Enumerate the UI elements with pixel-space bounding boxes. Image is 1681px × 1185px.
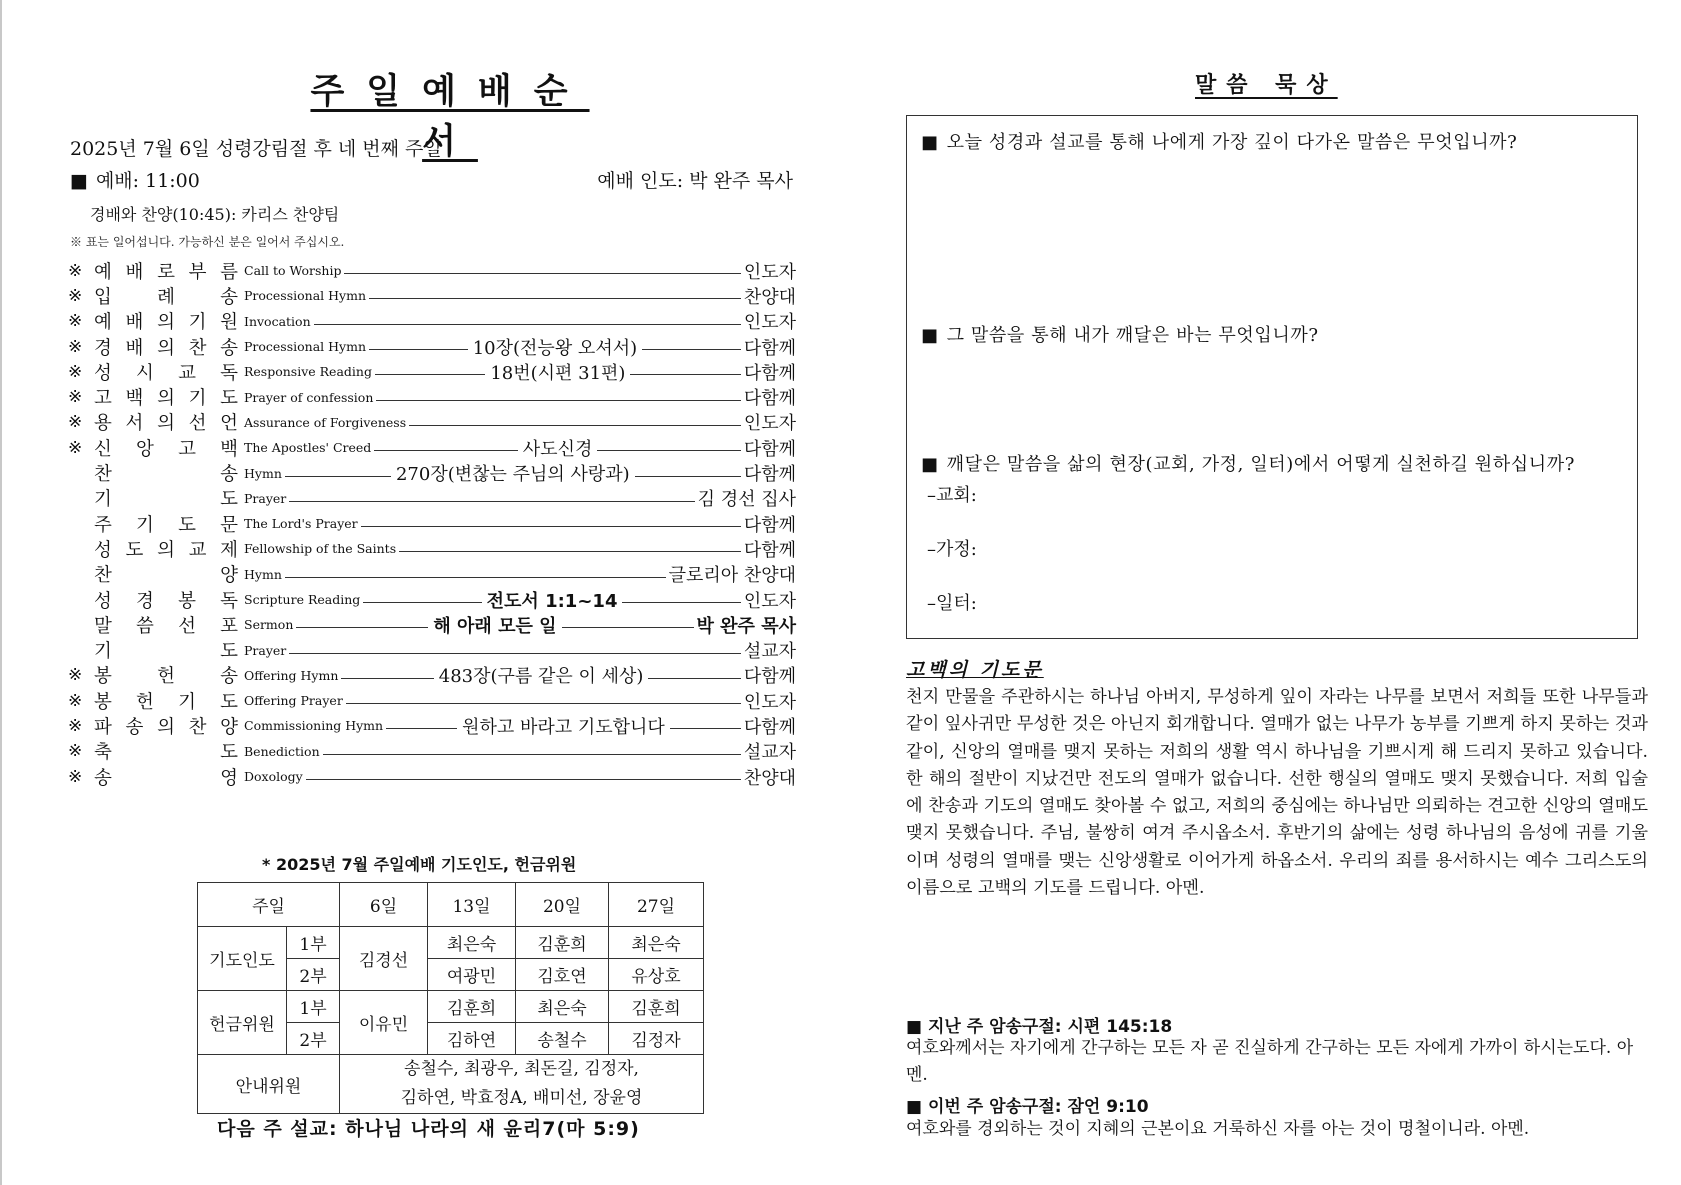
order-item-english: Doxology: [244, 769, 303, 785]
order-item-name-char: 선: [178, 615, 196, 637]
order-item-name-char: 교: [188, 539, 207, 561]
order-item-english: The Apostles' Creed: [244, 440, 372, 456]
order-item: [68, 384, 796, 409]
order-item-name-char: 성: [94, 539, 112, 561]
order-item-name-char: 축: [94, 742, 112, 764]
order-item: [68, 637, 796, 662]
table-cell: 최은숙: [609, 927, 704, 959]
order-of-worship: [68, 258, 796, 789]
leader-line: [670, 728, 741, 729]
order-item-name-char: 주: [94, 514, 112, 536]
leader-line: [597, 450, 740, 451]
order-item-content: 18번(시편 31편): [490, 362, 626, 384]
order-item-name-char: 례: [157, 286, 175, 308]
order-item-name-char: 예: [94, 261, 112, 283]
table-header-day: 주일: [198, 883, 340, 927]
order-item-name-char: 앙: [136, 438, 154, 460]
order-item: [68, 511, 796, 536]
order-item-responsible: 설교자: [743, 742, 796, 764]
table-cell: 최은숙: [428, 927, 516, 959]
order-item-name-char: 찬: [94, 464, 112, 486]
order-item-name-char: 경: [136, 590, 154, 612]
order-item-english: Invocation: [244, 313, 311, 329]
leader-line: [409, 425, 741, 426]
order-item-name-char: 기: [94, 489, 112, 511]
stand-mark: ※: [68, 285, 83, 306]
praise-line: 경배와 찬양(10:45): 카리스 찬양팀: [90, 205, 340, 224]
leader-line: [630, 374, 740, 375]
order-item-responsible: 김 경선 집사: [697, 489, 796, 511]
order-item: [68, 688, 796, 713]
order-item-responsible: 인도자: [743, 590, 797, 612]
prayer-label: 기도인도: [198, 927, 287, 991]
order-item-name: [94, 637, 238, 663]
table-cell: 김정자: [609, 1023, 704, 1055]
order-item-name-char: 용: [94, 413, 112, 435]
order-item-content: 원하고 바라고 기도합니다: [462, 717, 665, 738]
order-item-responsible: 글로리아 찬양대: [668, 565, 796, 587]
order-item-name-char: 선: [188, 413, 207, 435]
order-item: [68, 486, 796, 511]
order-item-name: [94, 435, 238, 461]
square-bullet-icon: ■: [921, 132, 939, 153]
table-header-date: 13일: [428, 883, 516, 927]
order-item-responsible: 다함께: [743, 539, 796, 561]
order-item: [68, 562, 796, 587]
table-cell: 김하연: [428, 1023, 516, 1055]
stand-mark: ※: [68, 387, 83, 408]
order-item-name-char: 의: [157, 539, 175, 561]
table-cell: 송철수: [516, 1023, 609, 1055]
next-sermon: 다음 주 설교: 하나님 나라의 새 윤리7(마 5:9): [217, 1118, 640, 1140]
order-item-name-char: 송: [125, 717, 144, 738]
stand-mark: ※: [68, 690, 83, 711]
order-item-responsible: 다함께: [743, 337, 797, 359]
leader-line: [375, 374, 485, 375]
usher-names: [340, 1055, 704, 1114]
order-item-name-char: 독: [220, 362, 238, 384]
table-cell: 김훈희: [516, 927, 609, 959]
order-item-responsible: 찬양대: [743, 286, 796, 308]
order-item: [68, 410, 796, 435]
order-item-name-char: 기: [188, 388, 207, 410]
leader-line: [341, 678, 433, 679]
order-item-name-char: 원: [220, 312, 238, 334]
order-item-content: 483장(구름 같은 이 세상): [438, 666, 644, 688]
order-item-name-char: 성: [94, 362, 112, 384]
order-item-english: Hymn: [244, 465, 282, 481]
order-item-name-char: 의: [157, 337, 175, 359]
order-item-name-char: 도: [220, 641, 238, 663]
leader-line: [622, 602, 740, 603]
meditation-box: [906, 115, 1638, 639]
order-item-name-char: 부: [188, 261, 207, 283]
square-bullet-icon: ■: [921, 325, 939, 346]
order-item-name-char: 봉: [94, 691, 112, 713]
order-item-responsible: 다함께: [743, 514, 796, 536]
order-item-english: Sermon: [244, 617, 294, 633]
order-item-english: Prayer: [244, 490, 287, 506]
order-item-responsible: 다함께: [743, 362, 796, 384]
standing-note: ※ 표는 일어섭니다. 가능하신 분은 일어서 주십시오.: [70, 235, 345, 249]
order-item: [68, 663, 796, 688]
order-item-name-char: 영: [220, 767, 238, 789]
leader-line: [296, 627, 428, 628]
last-week-verse-text: 여호와께서는 자기에게 간구하는 모든 자 곧 진실하게 간구하는 모든 자에게 가까이 하시는도다. 아멘.: [906, 1038, 1634, 1085]
stand-mark: ※: [68, 361, 83, 382]
order-item-name-char: 배: [125, 337, 144, 359]
order-item: [68, 460, 796, 485]
leader-line: [344, 273, 740, 274]
order-item-name-char: 기: [178, 691, 196, 713]
stand-mark: ※: [68, 260, 83, 281]
order-item-name: [94, 334, 238, 360]
order-item-responsible: 다함께: [743, 438, 797, 460]
page-edge: [0, 0, 2, 1185]
order-item-name-char: 예: [94, 312, 112, 334]
order-item-responsible: 인도자: [743, 691, 796, 713]
order-item-name-char: 찬: [188, 717, 207, 738]
order-item-name-char: 송: [220, 464, 238, 486]
stand-mark: ※: [68, 665, 83, 686]
order-item-name-char: 름: [220, 261, 238, 283]
question-2: [921, 321, 1319, 347]
table-cell: 김훈희: [428, 991, 516, 1023]
order-item-responsible: 인도자: [743, 261, 796, 283]
leader-line: [363, 602, 481, 603]
order-item-name: [94, 511, 238, 537]
order-item: [68, 334, 796, 359]
order-item-name-char: 찬: [94, 565, 112, 587]
order-item-name-char: 기: [94, 641, 112, 663]
order-item-english: Offering Prayer: [244, 693, 343, 709]
order-item-name: [94, 536, 238, 562]
order-item: [68, 258, 796, 283]
order-item-name-char: 씀: [136, 615, 154, 637]
leader-line: [562, 627, 694, 628]
order-item-name: [94, 738, 238, 764]
leader-line: [285, 577, 666, 578]
order-item-name-char: 봉: [178, 590, 196, 612]
leader-line: [386, 728, 457, 729]
order-item-name: [94, 764, 238, 790]
order-item-english: Processional Hymn: [244, 339, 367, 355]
table-cell: 이유민: [340, 991, 428, 1055]
leader-line: [285, 476, 391, 477]
order-item-content: 해 아래 모든 일: [433, 615, 557, 637]
order-item-name-char: 배: [125, 312, 144, 334]
table-cell: 여광민: [428, 959, 516, 991]
order-item: [68, 739, 796, 764]
leader-line: [635, 476, 741, 477]
order-item-responsible: 박 완주 목사: [696, 615, 796, 637]
order-item-name-char: 의: [157, 312, 175, 334]
order-item: [68, 309, 796, 334]
order-item-name-char: 말: [94, 615, 112, 637]
order-item-name-char: 성: [94, 590, 112, 612]
leader-line: [289, 501, 694, 502]
service-leader: 예배 인도: 박 완주 목사: [597, 170, 793, 192]
order-item-content: 사도신경: [522, 438, 593, 460]
leader-line: [642, 349, 741, 350]
order-item-name-char: 양: [220, 717, 238, 738]
this-week-verse-text: 여호와를 경외하는 것이 지혜의 근본이요 거룩하신 자를 아는 것이 명철이니라. 아멘.: [906, 1119, 1530, 1139]
order-item: [68, 359, 796, 384]
order-item-english: Fellowship of the Saints: [244, 541, 397, 557]
order-item-name: [94, 587, 238, 613]
order-item: [68, 587, 796, 612]
table-cell: 김경선: [340, 927, 428, 991]
table-cell: 김훈희: [609, 991, 704, 1023]
order-item-name-char: 백: [220, 438, 238, 460]
duty-table: [197, 882, 704, 1114]
meditation-title: 말씀 묵상: [1195, 73, 1338, 98]
order-item-english: Commissioning Hymn: [244, 718, 384, 734]
table-header-date: 27일: [609, 883, 704, 927]
square-bullet-icon: ■: [70, 170, 88, 192]
order-item-name-char: 도: [220, 388, 238, 410]
order-item-name: [94, 485, 238, 511]
sub-home: –가정:: [927, 539, 977, 560]
leader-line: [399, 551, 741, 552]
order-item-name-char: 송: [220, 666, 238, 688]
order-item-name: [94, 283, 238, 309]
order-item-name-char: 고: [94, 388, 112, 410]
order-item-content: 270장(변찮는 주님의 사랑과): [395, 464, 630, 486]
question-3: [921, 450, 1575, 476]
order-item-name-char: 도: [178, 514, 196, 536]
order-item-name: [94, 612, 238, 638]
order-item-name-char: 포: [220, 615, 238, 637]
service-time: [70, 166, 200, 193]
order-item-name-char: 찬: [188, 337, 207, 359]
order-item-name-char: 도: [220, 489, 238, 511]
order-item-responsible: 다함께: [743, 717, 797, 738]
order-item-name-char: 경: [94, 337, 112, 359]
order-item-name-char: 헌: [136, 691, 154, 713]
order-item-name: [94, 308, 238, 334]
stand-mark: ※: [68, 715, 83, 736]
order-item-name: [94, 662, 238, 688]
order-item-name: [94, 688, 238, 714]
table-cell: 유상호: [609, 959, 704, 991]
order-item-name: [94, 258, 238, 284]
question-text: 그 말씀을 통해 내가 깨달은 바는 무엇입니까?: [946, 325, 1319, 346]
leader-line: [306, 779, 741, 780]
order-item-name-char: 의: [157, 413, 175, 435]
order-item-responsible: 찬양대: [743, 767, 796, 789]
order-item-name: [94, 359, 238, 385]
table-cell: 최은숙: [516, 991, 609, 1023]
order-item: [68, 764, 796, 789]
order-item-name-char: 시: [136, 362, 154, 384]
order-item-name: [94, 713, 238, 739]
order-item-english: Scripture Reading: [244, 592, 361, 607]
order-item-english: Offering Hymn: [244, 667, 339, 683]
order-item-name-char: 도: [220, 691, 238, 713]
order-item: [68, 612, 796, 637]
order-item-name: [94, 561, 238, 587]
confession-text: 천지 만물을 주관하시는 하나님 아버지, 무성하게 잎이 자라는 나무를 보면서 저희들 또한 나무들과 같이 잎사귀만 무성한 것은 아닌지 회개합니다. 열매가 없는 나무가 농부를 기쁘게 하지 못하는 것과 같이, 신앙의 열매를 맺지 못하는 저희의 생활 역시 하나님을 기쁘시게 해 드리지 못하고 있습니다. 한 해의 절반이 지났건만 전도의 열매가 없습니다. 선한 행실의 열매도 맺지 못했습니다. 저희 입술에 찬송과 기도의 열매도 찾아볼 수 없고, 저희의 중심에는 하나님만 의뢰하는 견고한 신앙의 열매도 맺지 못했습니다. 주님, 불쌍히 여겨 주시옵소서. 후반기의 삶에는 성령 하나님의 음성에 귀를 기울이며 성령의 열매를 맺는 신앙생활로 이어가게 하옵소서. 우리의 죄를 용서하시는 예수 그리스도의 이름으로 고백의 기도를 드립니다. 아멘.: [906, 687, 1648, 899]
order-item-name-char: 고: [178, 438, 196, 460]
stand-mark: ※: [68, 741, 83, 762]
leader-line: [361, 526, 741, 527]
order-item-name-char: 기: [188, 312, 207, 334]
leader-line: [374, 450, 517, 451]
sub-church: –교회:: [927, 485, 977, 506]
order-item-name-char: 기: [136, 514, 154, 536]
order-item-name-char: 백: [125, 388, 144, 410]
stand-mark: ※: [68, 412, 83, 433]
confession-title: 고백의 기도문: [906, 659, 1044, 681]
table-title: * 2025년 7월 주일예배 기도인도, 헌금위원: [262, 855, 577, 874]
part-label: 1부: [287, 991, 340, 1023]
order-item-english: Benediction: [244, 743, 320, 759]
question-text: 깨달은 말씀을 삶의 현장(교회, 가정, 일터)에서 어떻게 실천하길 원하십니까?: [946, 454, 1575, 475]
order-item-name: [94, 384, 238, 410]
leader-line: [648, 678, 740, 679]
question-text: 오늘 성경과 설교를 통해 나에게 가장 깊이 다가온 말씀은 무엇입니까?: [946, 132, 1518, 153]
order-item-name-char: 언: [220, 413, 238, 435]
leader-line: [323, 754, 741, 755]
order-item-english: Hymn: [244, 566, 282, 582]
leader-line: [369, 349, 468, 350]
part-label: 2부: [287, 959, 340, 991]
order-item-english: Prayer of confession: [244, 389, 374, 405]
order-item-english: Responsive Reading: [244, 364, 372, 380]
part-label: 1부: [287, 927, 340, 959]
order-item-name: [94, 460, 238, 486]
order-item-name-char: 파: [94, 717, 112, 738]
order-item-name-char: 독: [220, 590, 238, 612]
order-item-english: Processional Hymn: [244, 288, 367, 304]
order-item-responsible: 설교자: [743, 641, 796, 663]
order-item-name-char: 입: [94, 286, 112, 308]
order-item-responsible: 인도자: [743, 413, 796, 435]
table-header-date: 6일: [340, 883, 428, 927]
order-item-name-char: 송: [220, 286, 238, 308]
order-item-responsible: 인도자: [743, 312, 796, 334]
order-item-name-char: 교: [178, 362, 196, 384]
order-item-name: [94, 409, 238, 435]
leader-line: [346, 703, 741, 704]
order-item-english: Assurance of Forgiveness: [244, 414, 407, 430]
order-item-english: Prayer: [244, 642, 287, 658]
order-item-english: Call to Worship: [244, 263, 342, 279]
order-item-english: The Lord's Prayer: [244, 516, 358, 532]
order-item-name-char: 봉: [94, 666, 112, 688]
offering-label: 헌금위원: [198, 991, 287, 1055]
order-item-content: 10장(전능왕 오셔서): [472, 337, 638, 359]
usher-names-line: 송철수, 최광우, 최돈길, 김정자,: [404, 1059, 639, 1079]
stand-mark: ※: [68, 311, 83, 332]
order-item: [68, 435, 796, 460]
order-item-name-char: 배: [125, 261, 144, 283]
order-item-name-char: 도: [220, 742, 238, 764]
order-item-responsible: 다함께: [743, 388, 796, 410]
order-item-name-char: 헌: [157, 666, 175, 688]
stand-mark: ※: [68, 336, 83, 357]
order-item-responsible: 다함께: [743, 464, 796, 486]
leader-line: [289, 653, 741, 654]
order-item-name-char: 제: [220, 539, 238, 561]
page-title: 주일예배순서: [310, 72, 590, 162]
order-item: [68, 536, 796, 561]
order-item-name-char: 송: [220, 337, 238, 359]
table-cell: 김호연: [516, 959, 609, 991]
this-week-verse-heading: ■ 이번 주 암송구절: 잠언 9:10: [906, 1097, 1149, 1117]
sub-work: –일터:: [927, 593, 977, 614]
order-item-name-char: 의: [157, 388, 175, 410]
square-bullet-icon: ■: [921, 454, 939, 475]
order-item-name-char: 신: [94, 438, 112, 460]
stand-mark: ※: [68, 766, 83, 787]
leader-line: [369, 298, 741, 299]
order-item-name-char: 문: [220, 514, 238, 536]
usher-names-line: 김하연, 박효정A, 배미선, 장윤영: [400, 1088, 643, 1108]
usher-label: 안내위원: [198, 1055, 340, 1114]
leader-line: [314, 324, 741, 325]
table-header-date: 20일: [516, 883, 609, 927]
leader-line: [376, 400, 740, 401]
order-item-name-char: 로: [157, 261, 175, 283]
part-label: 2부: [287, 1023, 340, 1055]
order-item-name-char: 도: [125, 539, 144, 561]
order-item-name-char: 서: [125, 413, 144, 435]
service-time-text: 예배: 11:00: [95, 170, 200, 192]
order-item-responsible: 다함께: [743, 666, 796, 688]
order-item-name-char: 양: [220, 565, 238, 587]
last-week-verse-heading: ■ 지난 주 암송구절: 시편 145:18: [906, 1017, 1173, 1037]
stand-mark: ※: [68, 437, 83, 458]
order-item: [68, 713, 796, 738]
order-item: [68, 283, 796, 308]
order-item-name-char: 송: [94, 767, 112, 789]
order-item-name-char: 의: [157, 717, 175, 738]
order-item-content: 전도서 1:1~14: [486, 590, 618, 612]
date-line: 2025년 7월 6일 성령강림절 후 네 번째 주일: [70, 138, 442, 160]
question-1: [921, 128, 1517, 154]
